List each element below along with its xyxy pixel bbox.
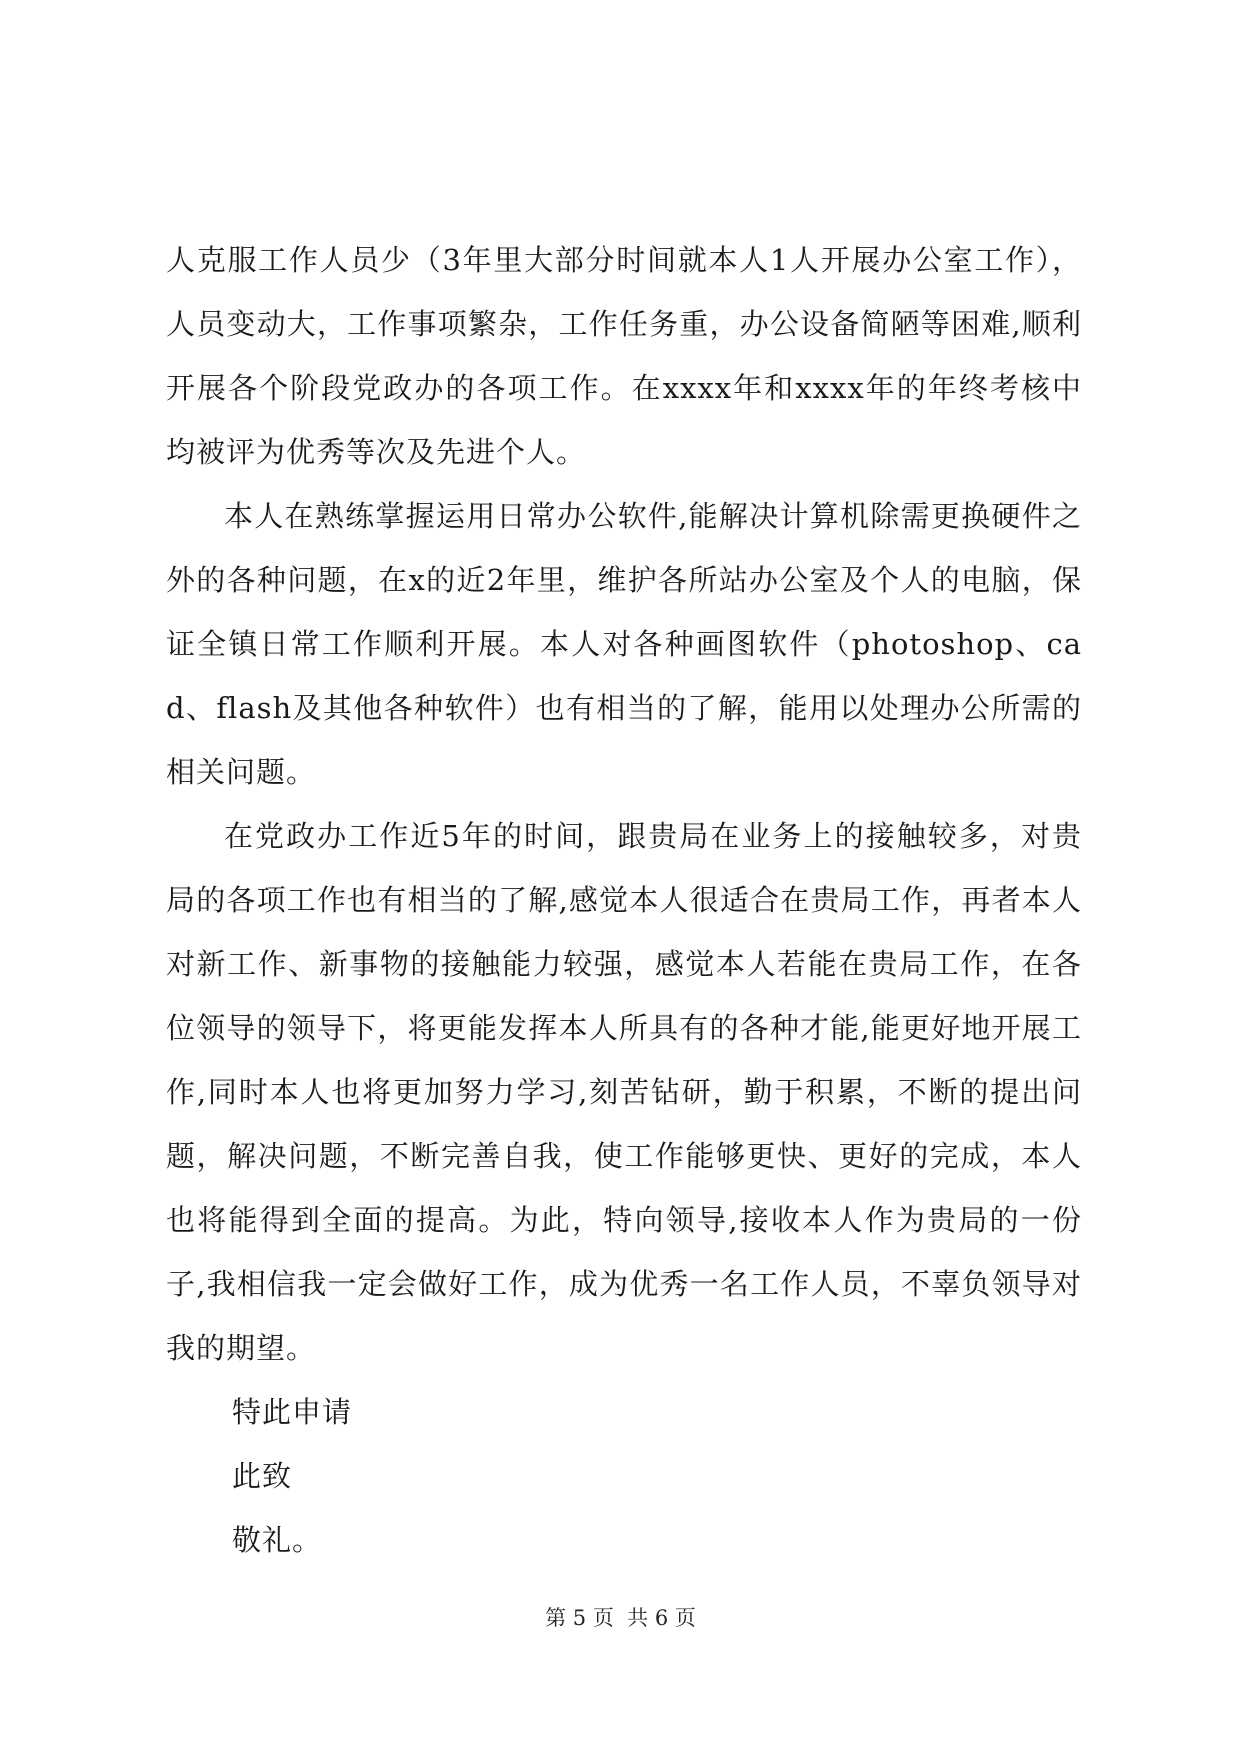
paragraph-continued: 人克服工作人员少（3年里大部分时间就本人1人开展办公室工作），人员变动大，工作事项繁杂，工作任务重，办公设备简陋等困难,顺利开展各个阶段党政办的各项工作。在xxxx年和xxxx年的年终考核中均被评为优秀等次及先进个人。	[166, 243, 1082, 469]
closing-line-regards: 敬礼。	[232, 1523, 323, 1557]
document-body	[166, 228, 1082, 1572]
page-number-label: 第 5 页 共 6 页	[545, 1606, 696, 1630]
page-footer	[0, 1603, 1241, 1633]
closing-line-salutation: 此致	[232, 1459, 293, 1493]
closing-line-request: 特此申请	[232, 1395, 353, 1429]
paragraph-software-skills: 本人在熟练掌握运用日常办公软件,能解决计算机除需更换硬件之外的各种问题，在x的近2年里，维护各所站办公室及个人的电脑，保证全镇日常工作顺利开展。本人对各种画图软件（photoshop、cad、flash及其他各种软件）也有相当的了解，能用以处理办公所需的相关问题。	[166, 499, 1082, 789]
paragraph-application-reason: 在党政办工作近5年的时间，跟贵局在业务上的接触较多，对贵局的各项工作也有相当的了解,感觉本人很适合在贵局工作，再者本人对新工作、新事物的接触能力较强，感觉本人若能在贵局工作，在各位领导的领导下，将更能发挥本人所具有的各种才能,能更好地开展工作,同时本人也将更加努力学习,刻苦钻研，勤于积累，不断的提出问题，解决问题，不断完善自我，使工作能够更快、更好的完成，本人也将能得到全面的提高。为此，特向领导,接收本人作为贵局的一份子,我相信我一定会做好工作，成为优秀一名工作人员，不辜负领导对我的期望。	[166, 819, 1082, 1365]
